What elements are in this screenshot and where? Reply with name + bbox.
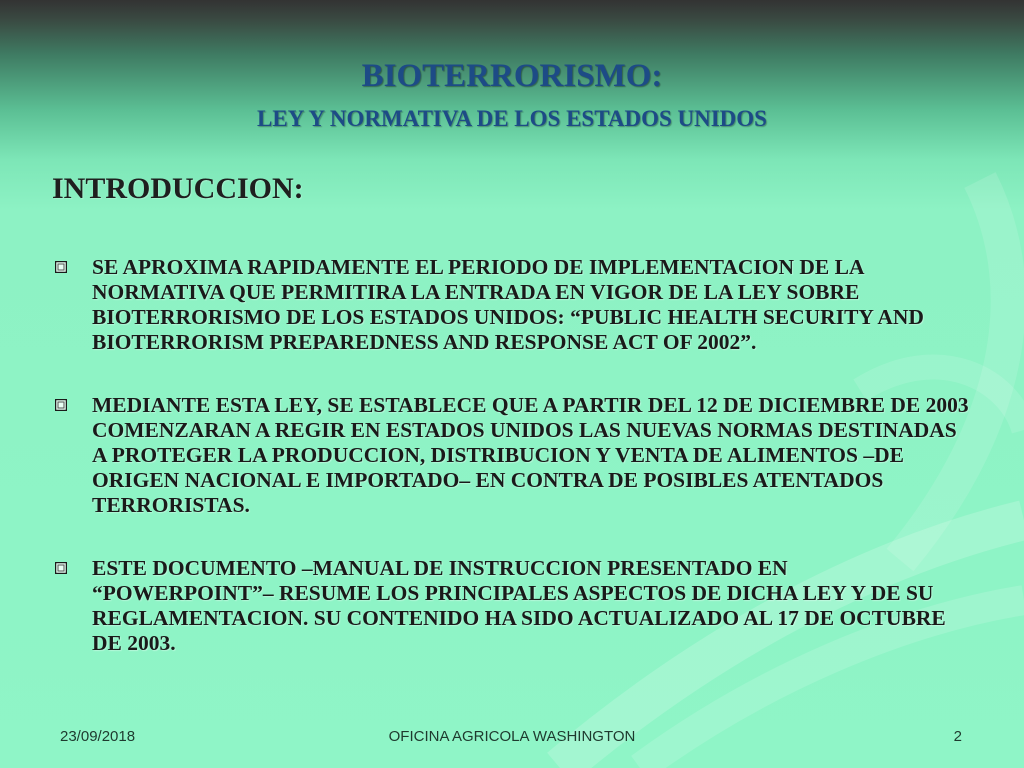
- footer-date: 23/09/2018: [60, 728, 136, 745]
- hollow-square-bullet-icon: [55, 562, 67, 574]
- hollow-square-bullet-icon: [55, 399, 67, 411]
- bullet-text: MEDIANTE ESTA LEY, SE ESTABLECE QUE A PARTIR DEL 12 DE DICIEMBRE DE 2003 COMENZARAN A REGIR EN ESTADOS UNIDOS LAS NUEVAS NORMAS DESTINADAS A PROTEGER LA PRODUCCION, DISTRIBUCION Y VENTA DE ALIMENTOS –DE ORIGEN NACIONAL E IMPORTADO– EN CONTRA DE POSIBLES ATENTADOS TERRORISTAS.: [92, 393, 969, 517]
- bullet-item: [52, 255, 972, 355]
- slide-title: BIOTERRORISMO:: [361, 58, 663, 94]
- hollow-square-bullet-icon: [55, 261, 67, 273]
- footer-organization: OFICINA AGRICOLA WASHINGTON: [388, 728, 636, 745]
- bullet-text: ESTE DOCUMENTO –MANUAL DE INSTRUCCION PRESENTADO EN “POWERPOINT”– RESUME LOS PRINCIPALES ASPECTOS DE DICHA LEY Y DE SU REGLAMENTACION. SU CONTENIDO HA SIDO ACTUALIZADO AL 17 DE OCTUBRE DE 2003.: [92, 556, 946, 655]
- bullet-text: SE APROXIMA RAPIDAMENTE EL PERIODO DE IMPLEMENTACION DE LA NORMATIVA QUE PERMITIRA LA ENTRADA EN VIGOR DE LA LEY SOBRE BIOTERRORISMO DE LOS ESTADOS UNIDOS: “PUBLIC HEALTH SECURITY AND BIOTERRORISM PREPAREDNESS AND RESPONSE ACT OF 2002”.: [92, 255, 924, 354]
- bullet-item: [52, 393, 972, 518]
- bullet-list: [52, 255, 972, 656]
- slide-subtitle: LEY Y NORMATIVA DE LOS ESTADOS UNIDOS: [257, 106, 767, 131]
- section-heading: INTRODUCCION:: [52, 172, 304, 205]
- bullet-item: [52, 556, 972, 656]
- footer-page-number: 2: [953, 728, 962, 745]
